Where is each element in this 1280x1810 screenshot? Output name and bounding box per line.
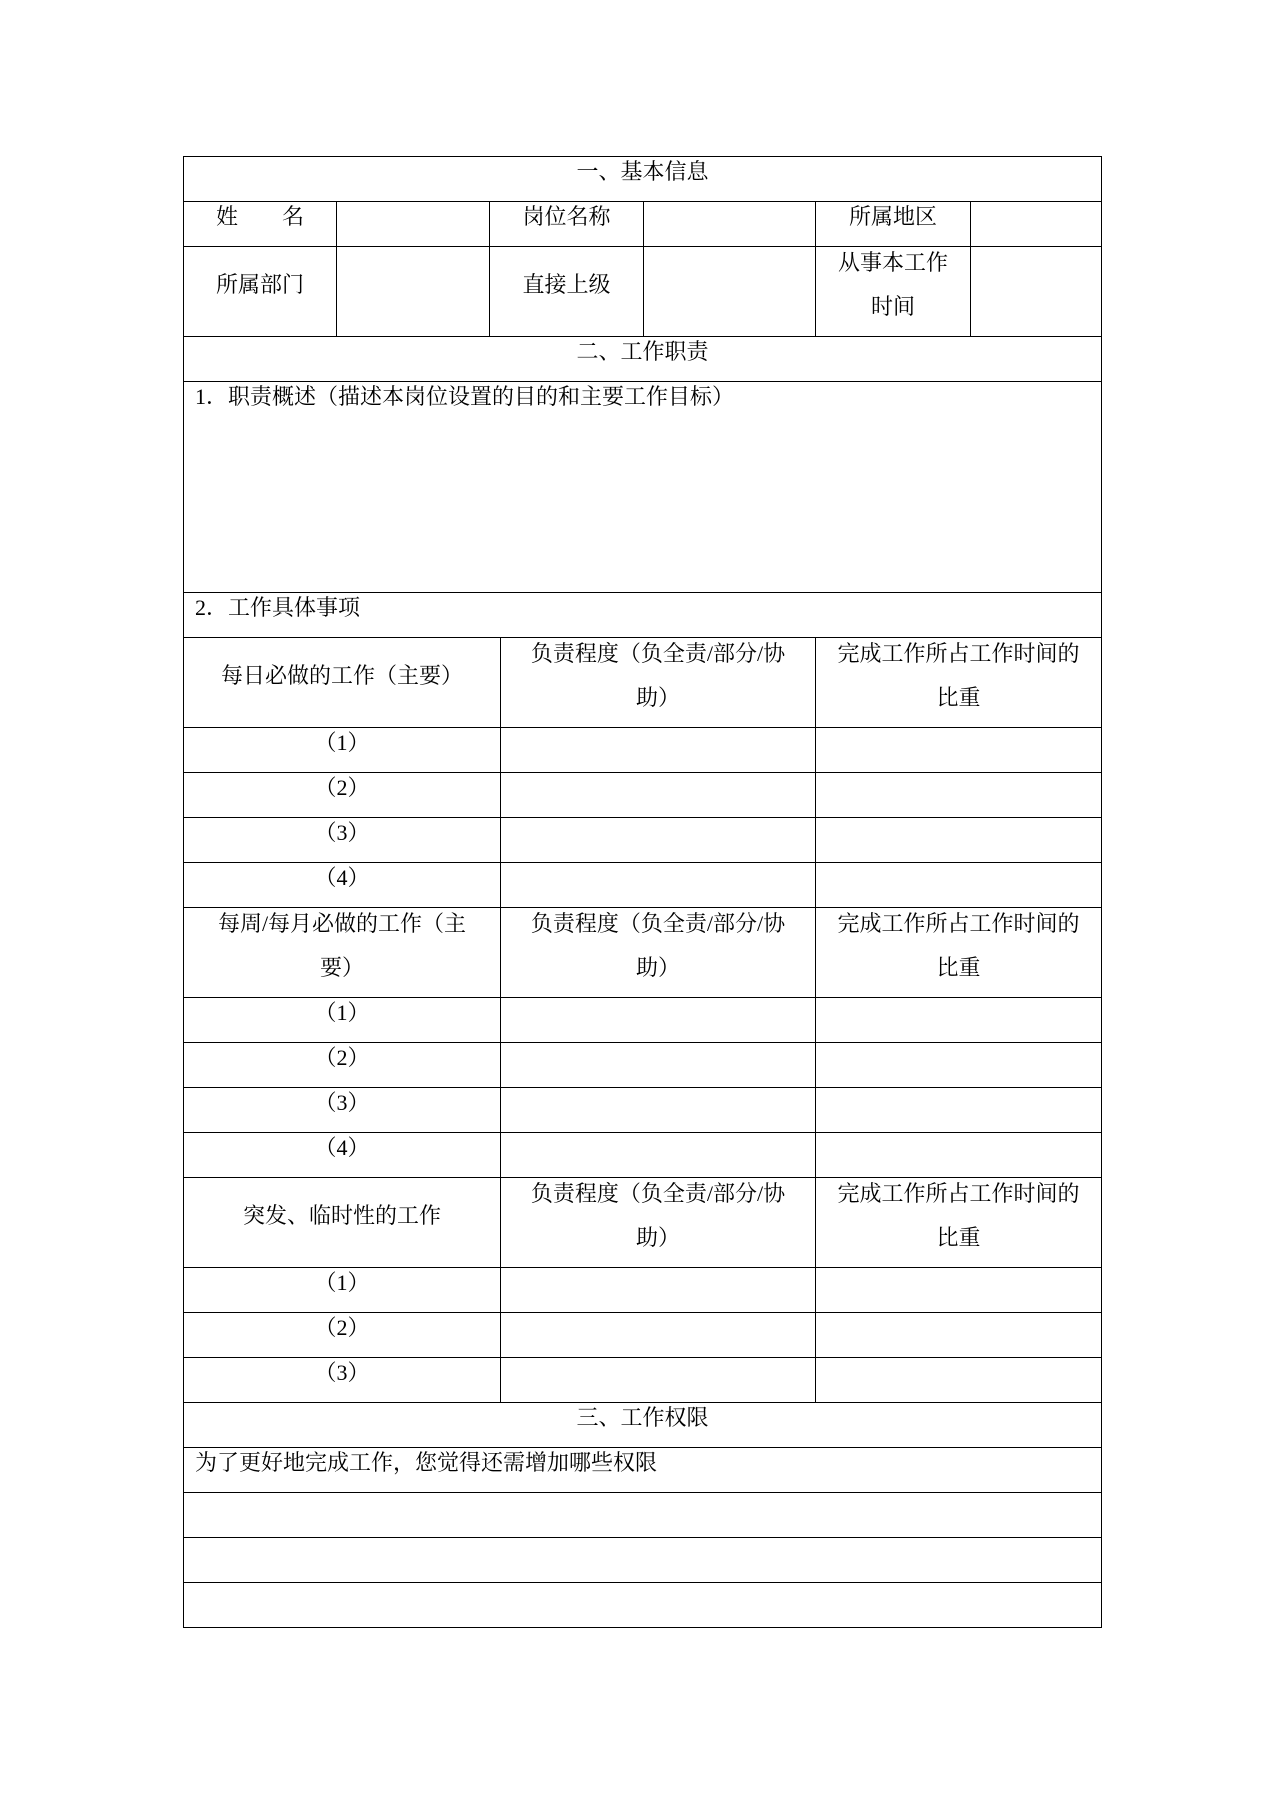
weekly-task-cell[interactable] [184,1043,501,1088]
overview-label: 1．职责概述（描述本岗位设置的目的和主要工作目标） [195,384,735,409]
position-label-cell [490,202,644,247]
section1-title-cell [184,157,1102,202]
daily-time-ratio-cell[interactable] [816,728,1102,773]
name-value-cell[interactable] [337,202,490,247]
tasks-label-cell [184,593,1102,638]
weekly-task-number: （1） [314,1000,370,1025]
tasks-label-row [184,593,1102,638]
tenure-label-cell [816,247,971,337]
adhoc-task-row [184,1268,1102,1313]
adhoc-task-cell[interactable] [184,1313,501,1358]
weekly-task-cell[interactable] [184,1133,501,1178]
weekly-time-ratio-cell[interactable] [816,1133,1102,1178]
adhoc-task-number: （2） [314,1315,370,1340]
adhoc-time-ratio-header-cell [816,1178,1102,1268]
weekly-responsibility-header: 负责程度（负全责/部分/协助） [530,910,786,980]
weekly-task-number: （2） [314,1045,370,1070]
adhoc-responsibility-cell[interactable] [501,1268,816,1313]
position-label: 岗位名称 [522,204,611,229]
basic-info-row-2 [184,247,1102,337]
adhoc-time-ratio-header: 完成工作所占工作时间的比重 [837,1180,1080,1250]
weekly-task-cell[interactable] [184,1088,501,1133]
weekly-time-ratio-header-cell [816,908,1102,998]
section3-title-row [184,1403,1102,1448]
daily-task-cell[interactable] [184,773,501,818]
weekly-task-number: （4） [314,1135,370,1160]
weekly-task-cell[interactable] [184,998,501,1043]
authority-answer-cell[interactable] [184,1583,1102,1628]
weekly-tasks-header-cell [184,908,501,998]
daily-task-number: （4） [314,865,370,890]
authority-answer-cell[interactable] [184,1493,1102,1538]
weekly-time-ratio-cell[interactable] [816,1088,1102,1133]
daily-time-ratio-cell[interactable] [816,773,1102,818]
weekly-time-ratio-header: 完成工作所占工作时间的比重 [837,910,1080,980]
name-label: 姓 名 [215,204,304,229]
tenure-value-cell[interactable] [971,247,1102,337]
daily-time-ratio-cell[interactable] [816,818,1102,863]
department-label: 所属部门 [215,271,304,297]
daily-task-row [184,818,1102,863]
weekly-time-ratio-cell[interactable] [816,1043,1102,1088]
daily-responsibility-cell[interactable] [501,818,816,863]
adhoc-tasks-header: 突发、临时性的工作 [242,1202,441,1228]
weekly-responsibility-cell[interactable] [501,1088,816,1133]
weekly-tasks-header: 每周/每月必做的工作（主要） [217,910,467,980]
supervisor-value-cell[interactable] [644,247,816,337]
weekly-responsibility-cell[interactable] [501,1043,816,1088]
daily-task-cell[interactable] [184,863,501,908]
daily-tasks-header-row [184,638,1102,728]
weekly-task-row [184,1088,1102,1133]
overview-row [184,382,1102,593]
daily-task-row [184,863,1102,908]
daily-responsibility-header-cell [501,638,816,728]
weekly-responsibility-header-cell [501,908,816,998]
daily-tasks-header-cell [184,638,501,728]
region-label-cell [816,202,971,247]
authority-question-row [184,1448,1102,1493]
adhoc-responsibility-header-cell [501,1178,816,1268]
adhoc-time-ratio-cell[interactable] [816,1268,1102,1313]
daily-task-cell[interactable] [184,728,501,773]
daily-responsibility-header: 负责程度（负全责/部分/协助） [530,640,786,710]
overview-cell[interactable] [184,382,1102,593]
daily-task-cell[interactable] [184,818,501,863]
job-description-form [183,156,1102,1628]
section3-title-cell [184,1403,1102,1448]
name-label-cell [184,202,337,247]
section1-title: 一、基本信息 [576,159,709,184]
section2-title-row [184,337,1102,382]
section2-title-cell [184,337,1102,382]
authority-answer-row [184,1538,1102,1583]
daily-time-ratio-header: 完成工作所占工作时间的比重 [837,640,1080,710]
authority-answer-row [184,1583,1102,1628]
adhoc-task-number: （3） [314,1360,370,1385]
authority-question: 为了更好地完成工作，您觉得还需增加哪些权限 [195,1450,658,1475]
supervisor-label-cell [490,247,644,337]
adhoc-responsibility-cell[interactable] [501,1358,816,1403]
section2-title: 二、工作职责 [576,339,709,364]
basic-info-row-1 [184,202,1102,247]
daily-task-row [184,773,1102,818]
weekly-task-row [184,998,1102,1043]
weekly-responsibility-cell[interactable] [501,998,816,1043]
weekly-tasks-header-row [184,908,1102,998]
region-value-cell[interactable] [971,202,1102,247]
adhoc-responsibility-cell[interactable] [501,1313,816,1358]
adhoc-time-ratio-cell[interactable] [816,1313,1102,1358]
adhoc-task-cell[interactable] [184,1358,501,1403]
daily-task-number: （1） [314,730,370,755]
weekly-task-number: （3） [314,1090,370,1115]
adhoc-task-row [184,1313,1102,1358]
department-value-cell[interactable] [337,247,490,337]
daily-task-number: （2） [314,775,370,800]
tasks-label: 2．工作具体事项 [195,595,361,620]
department-label-cell [184,247,337,337]
weekly-responsibility-cell[interactable] [501,1133,816,1178]
authority-question-cell [184,1448,1102,1493]
adhoc-task-cell[interactable] [184,1268,501,1313]
daily-tasks-header: 每日必做的工作（主要） [220,662,463,688]
weekly-task-row [184,1133,1102,1178]
supervisor-label: 直接上级 [522,271,611,297]
authority-answer-row [184,1493,1102,1538]
adhoc-tasks-header-cell [184,1178,501,1268]
adhoc-responsibility-header: 负责程度（负全责/部分/协助） [530,1180,786,1250]
adhoc-task-row [184,1358,1102,1403]
daily-task-row [184,728,1102,773]
daily-task-number: （3） [314,820,370,845]
daily-responsibility-cell[interactable] [501,728,816,773]
daily-time-ratio-header-cell [816,638,1102,728]
section3-title: 三、工作权限 [576,1405,709,1430]
adhoc-task-number: （1） [314,1270,370,1295]
weekly-task-row [184,1043,1102,1088]
daily-time-ratio-cell[interactable] [816,863,1102,908]
daily-responsibility-cell[interactable] [501,863,816,908]
tenure-label: 从事本工作时间 [837,249,948,319]
daily-responsibility-cell[interactable] [501,773,816,818]
adhoc-time-ratio-cell[interactable] [816,1358,1102,1403]
adhoc-tasks-header-row [184,1178,1102,1268]
position-value-cell[interactable] [644,202,816,247]
weekly-time-ratio-cell[interactable] [816,998,1102,1043]
region-label: 所属地区 [848,204,937,229]
authority-answer-cell[interactable] [184,1538,1102,1583]
section1-title-row [184,157,1102,202]
